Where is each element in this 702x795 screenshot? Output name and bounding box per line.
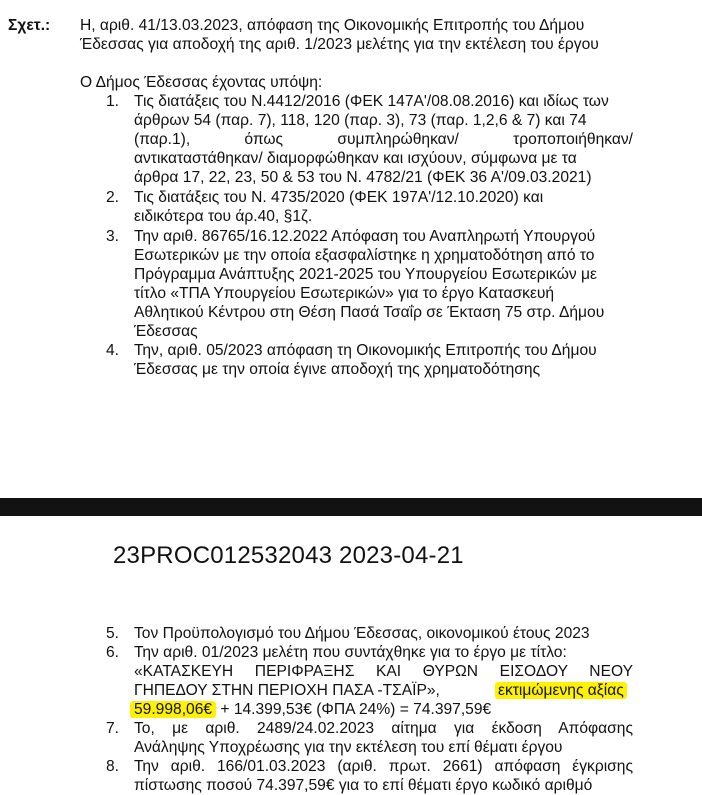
item-1-line: Τις διατάξεις του Ν.4412/2016 (ΦΕΚ 147Α'/08.08.2016) και ιδίως των <box>134 93 609 110</box>
item-8-line: πίστωσης ποσού 74.397,59€ για το επί θέματι έργο κωδικό αριθμό <box>134 777 593 794</box>
item-3-line: τίτλο «ΤΠΑ Υπουργείου Εσωτερικών» για το έργο Κατασκευή <box>134 285 555 302</box>
item-number: 8. <box>106 758 120 775</box>
highlight-amount: 59.998,06€ <box>130 701 216 718</box>
item-6-line: Την αριθ. 01/2023 μελέτη που συντάχθηκε για το έργο με τίτλο: <box>134 644 567 661</box>
item-6-amount-label-wrap <box>495 682 627 700</box>
item-number: 5. <box>106 625 120 642</box>
item-3-line: Έδεσσας <box>134 323 198 340</box>
item-6-amount-line <box>130 701 491 719</box>
item-number: 2. <box>106 189 120 206</box>
highlight-estimated-value-label: εκτιμώμενης αξίας <box>495 682 627 699</box>
item-7-line: Ανάληψης Υποχρέωσης για την εκτέλεση του επί θέματι έργου <box>134 739 563 756</box>
page-divider <box>0 498 702 516</box>
item-number: 3. <box>106 228 120 245</box>
item-number: 4. <box>106 342 120 359</box>
ref-line-2: Έδεσσας για αποδοχή της αριθ. 1/2023 μελέτης για την εκτέλεση του έργου <box>80 36 599 53</box>
ref-label: Σχετ.: <box>8 17 51 34</box>
item-number: 1. <box>106 93 120 110</box>
item-7-line: Το, με αριθ. 2489/24.02.2023 αίτημα για έκδοση Απόφασης <box>134 720 633 737</box>
item-6-line: «ΚΑΤΑΣΚΕΥΗ ΠΕΡΙΦΡΑΞΗΣ ΚΑΙ ΘΥΡΩΝ ΕΙΣΟΔΟΥ ΝΕΟΥ <box>134 663 633 680</box>
ref-line-1: Η, αριθ. 41/13.03.2023, απόφαση της Οικονομικής Επιτροπής του Δήμου <box>80 17 585 34</box>
item-5-line: Τον Προϋπολογισμό του Δήμου Έδεσσας, οικονομικού έτους 2023 <box>134 625 590 642</box>
item-4-line: Έδεσσας με την οποία έγινε αποδοχή της χρηματοδότησης <box>134 361 541 378</box>
item-number: 7. <box>106 720 120 737</box>
item-1-line: αντικαταστάθηκαν/ διαμορφώθηκαν και ισχύουν, σύμφωνα με τα <box>134 150 577 167</box>
item-4-line: Την, αριθ. 05/2023 απόφαση τη Οικονομικής Επιτροπής του Δήμου <box>134 342 597 359</box>
item-6-vat-total: + 14.399,53€ (ΦΠΑ 24%) = 74.397,59€ <box>220 701 492 718</box>
item-2-line: ειδικότερα του άρ.40, §1ζ. <box>134 208 313 225</box>
item-3-line: Πρόγραμμα Ανάπτυξης 2021-2025 του Υπουργείου Εσωτερικών με <box>134 266 597 283</box>
item-1-line: άρθρων 54 (παρ. 7), 118, 120 (παρ. 3), 73 (παρ. 1,2,6 & 7) και 74 <box>134 112 587 129</box>
item-2-line: Τις διατάξεις του Ν. 4735/2020 (ΦΕΚ 197Α'/12.10.2020) και <box>134 189 544 206</box>
item-6-line: ΓΗΠΕΔΟΥ ΣΤΗΝ ΠΕΡΙΟΧΗ ΠΑΣΑ -ΤΣΑΪΡ», <box>134 682 440 699</box>
item-1-line: άρθρα 17, 22, 23, 50 & 53 του Ν. 4782/21 (ΦΕΚ 36 Α'/09.03.2021) <box>134 169 592 186</box>
item-number: 6. <box>106 644 120 661</box>
item-3-line: Την αριθ. 86765/16.12.2022 Απόφαση του Αναπληρωτή Υπουργού <box>134 228 596 245</box>
item-8-line: Την αριθ. 166/01.03.2023 (αριθ. πρωτ. 2661) απόφαση έγκρισης <box>134 758 633 775</box>
item-3-line: Εσωτερικών με την οποία εξασφαλίστηκε η χρηματοδότηση από το <box>134 247 595 264</box>
page-header-code: 23PROC012532043 2023-04-21 <box>113 542 464 569</box>
item-3-line: Αθλητικού Κέντρου στη Θέση Πασά Τσαΐρ σε Έκταση 75 στρ. Δήμου <box>134 304 605 321</box>
item-1-line: (παρ.1), όπως συμπληρώθηκαν/ τροποποιήθηκαν/ <box>134 131 633 148</box>
intro-text: Ο Δήμος Έδεσσας έχοντας υπόψη: <box>80 74 323 91</box>
